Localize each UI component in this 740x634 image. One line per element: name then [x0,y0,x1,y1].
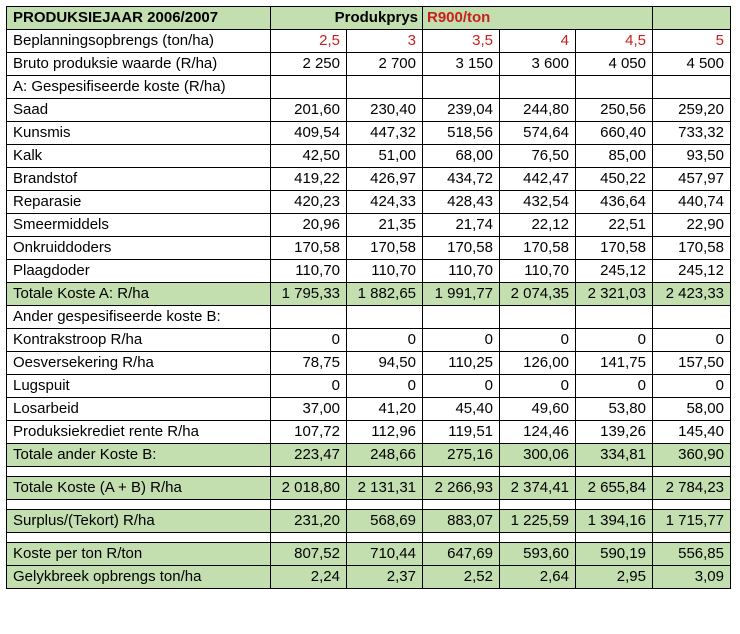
separator-cell [423,533,500,543]
value-cell: 436,64 [576,191,653,214]
value-cell: 21,74 [423,214,500,237]
value-cell: 170,58 [271,237,347,260]
yield-cell: 3,5 [423,30,500,53]
table-row [7,214,731,237]
value-cell: 442,47 [500,168,576,191]
value-cell: 37,00 [271,398,347,421]
value-cell: 76,50 [500,145,576,168]
header-empty-cell [653,7,731,30]
value-cell: 145,40 [653,421,731,444]
table-row [7,122,731,145]
yield-cell: 4,5 [576,30,653,53]
value-cell: 1 225,59 [500,510,576,533]
value-cell: 2 784,23 [653,477,731,500]
value-cell [653,76,731,99]
row-label: Losarbeid [7,398,271,421]
value-cell: 22,90 [653,214,731,237]
value-cell: 110,70 [347,260,423,283]
value-cell: 440,74 [653,191,731,214]
value-cell: 300,06 [500,444,576,467]
value-cell: 110,70 [423,260,500,283]
value-cell: 450,22 [576,168,653,191]
value-cell: 2 131,31 [347,477,423,500]
row-label: Totale Koste A: R/ha [7,283,271,306]
value-cell: 568,69 [347,510,423,533]
value-cell: 3 600 [500,53,576,76]
value-cell: 0 [347,329,423,352]
value-cell: 409,54 [271,122,347,145]
table-row [7,260,731,283]
separator-cell [347,533,423,543]
value-cell: 49,60 [500,398,576,421]
row-label: Oesversekering R/ha [7,352,271,375]
value-cell: 2,64 [500,566,576,589]
value-cell: 112,96 [347,421,423,444]
row-label: Saad [7,99,271,122]
value-cell: 275,16 [423,444,500,467]
value-cell: 119,51 [423,421,500,444]
table-row [7,375,731,398]
value-cell: 660,40 [576,122,653,145]
row-label: Totale Koste (A + B) R/ha [7,477,271,500]
value-cell: 2 018,80 [271,477,347,500]
separator-cell [576,467,653,477]
value-cell: 107,72 [271,421,347,444]
value-cell: 2,95 [576,566,653,589]
separator-row [7,533,731,543]
row-label: Totale ander Koste B: [7,444,271,467]
value-cell: 2 374,41 [500,477,576,500]
value-cell: 710,44 [347,543,423,566]
separator-cell [271,500,347,510]
table-row [7,237,731,260]
value-cell: 2 655,84 [576,477,653,500]
value-cell: 1 882,65 [347,283,423,306]
value-cell: 420,23 [271,191,347,214]
total-row [7,543,731,566]
value-cell: 556,85 [653,543,731,566]
separator-cell [653,533,731,543]
value-cell: 883,07 [423,510,500,533]
value-cell: 201,60 [271,99,347,122]
value-cell: 0 [271,375,347,398]
yield-cell: 3 [347,30,423,53]
separator-cell [500,500,576,510]
value-cell: 110,70 [500,260,576,283]
value-cell: 124,46 [500,421,576,444]
value-cell: 45,40 [423,398,500,421]
value-cell: 20,96 [271,214,347,237]
total-row [7,477,731,500]
value-cell: 647,69 [423,543,500,566]
separator-cell [271,533,347,543]
table-row [7,306,731,329]
yield-cell: 4 [500,30,576,53]
total-row [7,510,731,533]
separator-cell [423,467,500,477]
value-cell: 21,35 [347,214,423,237]
value-cell: 2 250 [271,53,347,76]
value-cell: 230,40 [347,99,423,122]
separator-cell [7,500,271,510]
row-label: Brandstof [7,168,271,191]
value-cell [271,306,347,329]
row-label: Surplus/(Tekort) R/ha [7,510,271,533]
value-cell: 518,56 [423,122,500,145]
value-cell: 78,75 [271,352,347,375]
value-cell: 1 795,33 [271,283,347,306]
value-cell [576,306,653,329]
value-cell: 0 [653,375,731,398]
cost-table [6,6,731,589]
value-cell: 110,70 [271,260,347,283]
row-label: Smeermiddels [7,214,271,237]
value-cell [423,306,500,329]
separator-cell [576,533,653,543]
value-cell [271,76,347,99]
value-cell: 85,00 [576,145,653,168]
value-cell: 51,00 [347,145,423,168]
value-cell: 1 394,16 [576,510,653,533]
row-label: Bruto produksie waarde (R/ha) [7,53,271,76]
table-row [7,191,731,214]
separator-cell [653,467,731,477]
value-cell: 0 [500,329,576,352]
value-cell: 807,52 [271,543,347,566]
price-value: R900/ton [423,7,653,30]
value-cell: 141,75 [576,352,653,375]
value-cell: 434,72 [423,168,500,191]
table-title: PRODUKSIEJAAR 2006/2007 [7,7,271,30]
table-row [7,398,731,421]
value-cell: 170,58 [500,237,576,260]
value-cell [347,76,423,99]
value-cell: 58,00 [653,398,731,421]
value-cell: 245,12 [576,260,653,283]
value-cell: 93,50 [653,145,731,168]
value-cell: 250,56 [576,99,653,122]
separator-cell [500,467,576,477]
separator-cell [576,500,653,510]
value-cell: 360,90 [653,444,731,467]
value-cell [500,306,576,329]
value-cell: 231,20 [271,510,347,533]
separator-cell [347,467,423,477]
value-cell [653,306,731,329]
value-cell: 42,50 [271,145,347,168]
value-cell: 239,04 [423,99,500,122]
table-row [7,329,731,352]
separator-cell [423,500,500,510]
value-cell: 2,37 [347,566,423,589]
value-cell: 2 266,93 [423,477,500,500]
value-cell: 170,58 [423,237,500,260]
table-row [7,421,731,444]
value-cell: 110,25 [423,352,500,375]
table-row [7,352,731,375]
separator-cell [653,500,731,510]
value-cell: 139,26 [576,421,653,444]
value-cell: 0 [500,375,576,398]
value-cell: 170,58 [576,237,653,260]
value-cell: 2,52 [423,566,500,589]
value-cell: 0 [423,329,500,352]
row-label: Kontrakstroop R/ha [7,329,271,352]
value-cell: 334,81 [576,444,653,467]
row-label: A: Gespesifiseerde koste (R/ha) [7,76,271,99]
value-cell: 426,97 [347,168,423,191]
value-cell: 4 050 [576,53,653,76]
table-row [7,168,731,191]
value-cell: 22,51 [576,214,653,237]
value-cell: 245,12 [653,260,731,283]
total-row [7,283,731,306]
row-label: Lugspuit [7,375,271,398]
separator-row [7,500,731,510]
separator-cell [271,467,347,477]
row-label: Koste per ton R/ton [7,543,271,566]
row-label: Ander gespesifiseerde koste B: [7,306,271,329]
value-cell: 3,09 [653,566,731,589]
value-cell: 0 [423,375,500,398]
value-cell: 259,20 [653,99,731,122]
value-cell: 22,12 [500,214,576,237]
table-body [7,7,731,589]
row-label: Kunsmis [7,122,271,145]
table-row [7,145,731,168]
table-row [7,99,731,122]
separator-cell [7,467,271,477]
table-row [7,76,731,99]
value-cell: 428,43 [423,191,500,214]
row-label: Reparasie [7,191,271,214]
value-cell: 424,33 [347,191,423,214]
value-cell: 2 700 [347,53,423,76]
value-cell: 248,66 [347,444,423,467]
value-cell: 94,50 [347,352,423,375]
total-row [7,444,731,467]
row-label: Kalk [7,145,271,168]
yield-cell: 2,5 [271,30,347,53]
total-row [7,566,731,589]
value-cell: 1 715,77 [653,510,731,533]
value-cell: 0 [576,375,653,398]
value-cell: 157,50 [653,352,731,375]
value-cell: 2,24 [271,566,347,589]
value-cell: 170,58 [347,237,423,260]
value-cell: 244,80 [500,99,576,122]
row-label: Onkruiddoders [7,237,271,260]
value-cell: 1 991,77 [423,283,500,306]
value-cell: 170,58 [653,237,731,260]
value-cell [576,76,653,99]
value-cell: 2 074,35 [500,283,576,306]
value-cell: 68,00 [423,145,500,168]
value-cell: 432,54 [500,191,576,214]
separator-cell [347,500,423,510]
value-cell: 457,97 [653,168,731,191]
value-cell: 447,32 [347,122,423,145]
value-cell: 126,00 [500,352,576,375]
row-label: Gelykbreek opbrengs ton/ha [7,566,271,589]
row-label: Plaagdoder [7,260,271,283]
value-cell: 3 150 [423,53,500,76]
value-cell: 4 500 [653,53,731,76]
value-cell: 0 [576,329,653,352]
value-cell: 0 [653,329,731,352]
header-row [7,7,731,30]
value-cell: 0 [347,375,423,398]
table-row [7,53,731,76]
yield-cell: 5 [653,30,731,53]
value-cell: 0 [271,329,347,352]
value-cell: 53,80 [576,398,653,421]
price-label: Produkprys [271,7,423,30]
separator-cell [500,533,576,543]
separator-cell [7,533,271,543]
value-cell: 2 321,03 [576,283,653,306]
value-cell: 574,64 [500,122,576,145]
yields-label: Beplanningsopbrengs (ton/ha) [7,30,271,53]
yields-row [7,30,731,53]
value-cell: 2 423,33 [653,283,731,306]
value-cell: 223,47 [271,444,347,467]
separator-row [7,467,731,477]
value-cell [347,306,423,329]
value-cell: 593,60 [500,543,576,566]
value-cell [500,76,576,99]
value-cell [423,76,500,99]
value-cell: 41,20 [347,398,423,421]
value-cell: 733,32 [653,122,731,145]
value-cell: 419,22 [271,168,347,191]
value-cell: 590,19 [576,543,653,566]
row-label: Produksiekrediet rente R/ha [7,421,271,444]
